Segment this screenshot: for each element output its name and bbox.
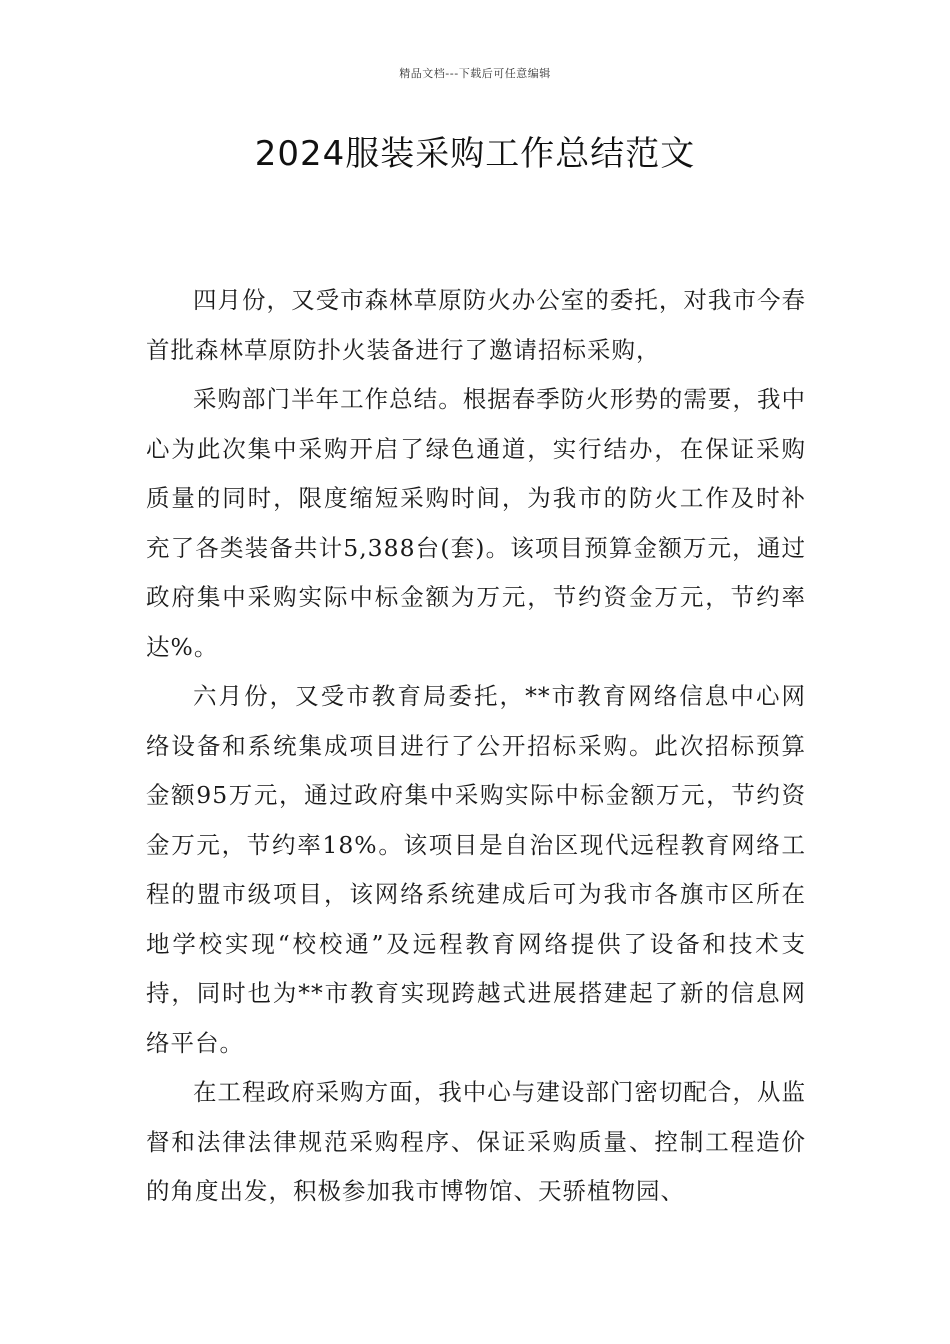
paragraph: 在工程政府采购方面，我中心与建设部门密切配合，从监督和法律法律规范采购程序、保证采购质量、控制工程造价的角度出发，积极参加我市博物馆、天骄植物园、 xyxy=(146,1078,806,1205)
document-title: 2024服装采购工作总结范文 xyxy=(254,134,696,174)
paragraph: 采购部门半年工作总结。根据春季防火形势的需要，我中心为此次集中采购开启了绿色通道，实行结办，在保证采购质量的同时，限度缩短采购时间，为我市的防火工作及时补充了各类装备共计5,388台(套)。该项目预算金额万元，通过政府集中采购实际中标金额为万元，节约资金万元，节约率达%。 xyxy=(146,385,806,661)
paragraph: 四月份，又受市森林草原防火办公室的委托，对我市今春首批森林草原防扑火装备进行了邀请招标采购， xyxy=(146,286,806,364)
paragraph: 六月份，又受市教育局委托，**市教育网络信息中心网络设备和系统集成项目进行了公开招标采购。此次招标预算金额95万元，通过政府集中采购实际中标金额万元，节约资金万元，节约率18%。该项目是自治区现代远程教育网络工程的盟市级项目，该网络系统建成后可为我市各旗市区所在地学校实现“校校通”及远程教育网络提供了设备和技术支持，同时也为**市教育实现跨越式进展搭建起了新的信息网络平台。 xyxy=(146,682,806,1057)
header-note: 精品文档---下载后可任意编辑 xyxy=(399,67,551,80)
document-body xyxy=(146,276,806,1217)
